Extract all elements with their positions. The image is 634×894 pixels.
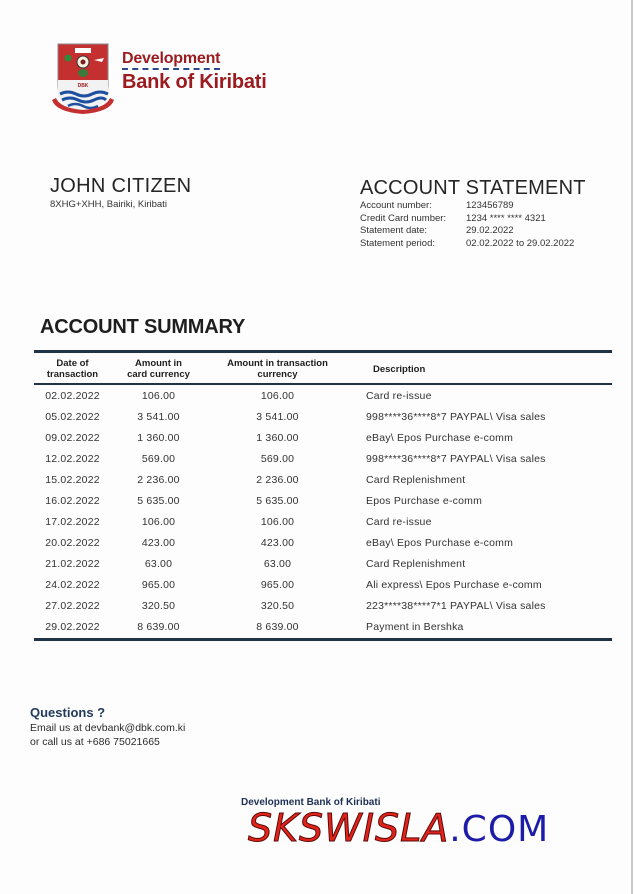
cell-description: Card Replenishment xyxy=(366,473,466,486)
cell-trx-amount: 106.00 xyxy=(260,389,295,402)
cell-date: 21.02.2022 xyxy=(45,557,100,570)
statement-period-value: 02.02.2022 to 29.02.2022 xyxy=(466,238,575,250)
cell-card-amount: 3 541.00 xyxy=(137,410,180,423)
page-edge-line xyxy=(631,0,633,894)
cell-trx-amount: 423.00 xyxy=(260,536,295,549)
contact-phone: or call us at +686 75021665 xyxy=(30,736,160,748)
cell-trx-amount: 1 360.00 xyxy=(256,431,299,444)
cell-date: 12.02.2022 xyxy=(45,452,100,465)
col-header-date xyxy=(34,352,111,385)
watermark-red-text: SKSWISLA xyxy=(248,806,450,850)
cell-card-amount: 569.00 xyxy=(141,452,176,465)
cell-card-amount: 63.00 xyxy=(144,557,173,570)
transactions-table xyxy=(34,350,612,641)
cell-card-amount: 5 635.00 xyxy=(137,494,180,507)
col-header-card-l1: Amount in xyxy=(135,358,182,369)
transactions-table-wrap xyxy=(34,350,612,641)
cell-trx-amount: 320.50 xyxy=(260,599,295,612)
table-row xyxy=(34,553,612,574)
cell-trx-amount: 569.00 xyxy=(260,452,295,465)
table-row xyxy=(34,616,612,640)
col-header-card-amount xyxy=(111,352,206,385)
cell-card-amount: 320.50 xyxy=(141,599,176,612)
table-row xyxy=(34,511,612,532)
table-row xyxy=(34,384,612,406)
crest-text: DBK xyxy=(77,83,89,89)
table-row xyxy=(34,574,612,595)
table-row xyxy=(34,595,612,616)
customer-name: JOHN CITIZEN xyxy=(50,175,192,197)
table-header-row xyxy=(34,352,612,385)
col-header-date-l1: Date of xyxy=(56,358,89,369)
cell-description: Epos Purchase e-comm xyxy=(366,494,483,507)
watermark-blue-text: .COM xyxy=(449,809,550,850)
cell-description: Ali express\ Epos Purchase e-comm xyxy=(366,578,542,591)
customer-address: 8XHG+XHH, Bairiki, Kiribati xyxy=(50,199,167,210)
cell-trx-amount: 2 236.00 xyxy=(256,473,299,486)
account-number-value: 123456789 xyxy=(466,200,514,211)
cell-card-amount: 2 236.00 xyxy=(137,473,180,486)
cell-trx-amount: 106.00 xyxy=(260,515,295,528)
bank-name-line2: Bank of Kiribati xyxy=(122,71,267,93)
cell-card-amount: 965.00 xyxy=(141,578,176,591)
table-row xyxy=(34,427,612,448)
cell-date: 17.02.2022 xyxy=(45,515,100,528)
cell-date: 05.02.2022 xyxy=(45,410,100,423)
col-header-trx-amount xyxy=(206,352,349,385)
statement-title: ACCOUNT STATEMENT xyxy=(360,177,586,199)
cell-trx-amount: 63.00 xyxy=(263,557,292,570)
cell-date: 02.02.2022 xyxy=(45,389,100,402)
cell-date: 20.02.2022 xyxy=(45,536,100,549)
cell-description: eBay\ Epos Purchase e-comm xyxy=(366,431,514,444)
card-number-value: 1234 **** **** 4321 xyxy=(466,212,546,224)
bank-logo xyxy=(50,42,290,114)
statement-date-label: Statement date: xyxy=(360,225,428,237)
col-header-trx-l2: currency xyxy=(257,369,298,380)
cell-description: 998****36****8*7 PAYPAL\ Visa sales xyxy=(366,452,546,465)
cell-trx-amount: 3 541.00 xyxy=(256,410,299,423)
table-row xyxy=(34,532,612,553)
contact-email: Email us at devbank@dbk.com.ki xyxy=(30,722,186,734)
cell-description: eBay\ Epos Purchase e-comm xyxy=(366,536,514,549)
table-row xyxy=(34,469,612,490)
col-header-card-l2: card currency xyxy=(127,369,190,380)
cell-card-amount: 8 639.00 xyxy=(111,616,206,640)
table-row xyxy=(34,490,612,511)
card-number-label: Credit Card number: xyxy=(360,212,447,224)
cell-description: Card Replenishment xyxy=(366,557,466,570)
table-row xyxy=(34,406,612,427)
col-header-trx-l1: Amount in transaction xyxy=(227,358,328,369)
cell-description: 998****36****8*7 PAYPAL\ Visa sales xyxy=(366,410,546,423)
bank-crest-icon xyxy=(50,42,116,114)
table-row xyxy=(34,448,612,469)
statement-period-label: Statement period: xyxy=(360,238,435,250)
cell-description: Payment in Bershka xyxy=(349,616,612,640)
cell-date: 29.02.2022 xyxy=(34,616,111,640)
card-number-row xyxy=(360,213,574,226)
cell-card-amount: 106.00 xyxy=(141,389,176,402)
col-header-description: Description xyxy=(349,352,612,385)
col-header-date-l2: transaction xyxy=(46,369,99,380)
cell-date: 27.02.2022 xyxy=(45,599,100,612)
cell-date: 24.02.2022 xyxy=(45,578,100,591)
cell-card-amount: 106.00 xyxy=(141,515,176,528)
cell-date: 15.02.2022 xyxy=(45,473,100,486)
watermark xyxy=(248,806,549,850)
account-number-row xyxy=(360,200,574,213)
cell-card-amount: 423.00 xyxy=(141,536,176,549)
cell-card-amount: 1 360.00 xyxy=(137,431,180,444)
account-number-label: Account number: xyxy=(360,200,432,211)
cell-date: 16.02.2022 xyxy=(45,494,100,507)
cell-trx-amount: 965.00 xyxy=(260,578,295,591)
transactions-body xyxy=(34,384,612,640)
statement-info xyxy=(360,200,574,251)
cell-description: Card re-issue xyxy=(366,515,432,528)
statement-period-row xyxy=(360,238,574,251)
cell-date: 09.02.2022 xyxy=(45,431,100,444)
questions-block xyxy=(30,705,185,749)
cell-description: 223****38****7*1 PAYPAL\ Visa sales xyxy=(366,599,546,612)
bank-name-line1: Development xyxy=(122,50,220,70)
cell-trx-amount: 8 639.00 xyxy=(206,616,349,640)
cell-description: Card re-issue xyxy=(366,389,432,402)
cell-trx-amount: 5 635.00 xyxy=(256,494,299,507)
statement-date-value: 29.02.2022 xyxy=(466,225,514,237)
footer-bank-name: Development Bank of Kiribati xyxy=(241,797,381,808)
questions-title: Questions ? xyxy=(30,705,106,720)
statement-date-row xyxy=(360,225,574,238)
account-summary-title: ACCOUNT SUMMARY xyxy=(40,316,246,338)
